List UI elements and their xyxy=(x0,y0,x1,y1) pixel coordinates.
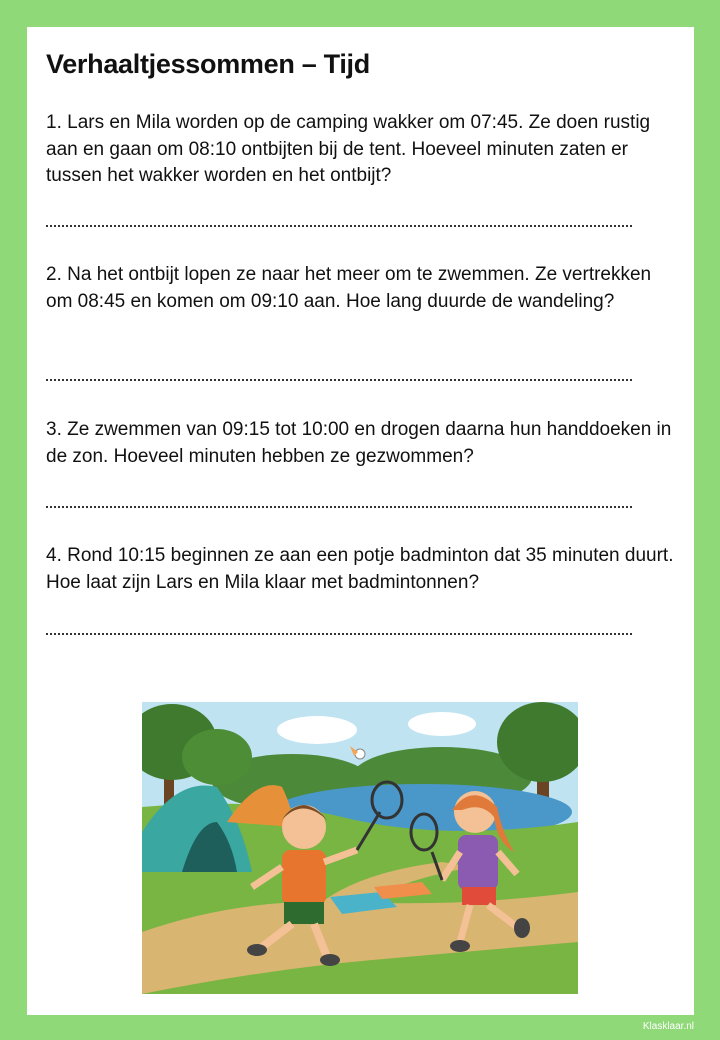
question-2: 2. Na het ontbijt lopen ze naar het meer om te zwemmen. Ze vertrekken om 08:45 en komen om 09:10 aan. Hoe lang duurde de wandeling? xyxy=(46,264,652,312)
footer-brand: Klasklaar.nl xyxy=(642,1021,694,1032)
answer-line-4[interactable] xyxy=(46,633,632,635)
answer-line-1[interactable] xyxy=(46,225,632,227)
question-4: 4. Rond 10:15 beginnen ze aan een potje badminton dat 35 minuten duurt. Hoe laat zijn Lars en Mila klaar met badmintonnen? xyxy=(46,545,674,593)
worksheet-title: Verhaaltjessommen – Tijd xyxy=(46,49,370,79)
camping-badminton-illustration xyxy=(142,702,578,994)
answer-line-2[interactable] xyxy=(46,379,632,381)
answer-line-3[interactable] xyxy=(46,506,632,508)
question-3: 3. Ze zwemmen van 09:15 tot 10:00 en drogen daarna hun handdoeken in de zon. Hoeveel minuten hebben ze gezwommen? xyxy=(46,419,672,467)
worksheet xyxy=(27,27,694,1015)
question-1: 1. Lars en Mila worden op de camping wakker om 07:45. Ze doen rustig aan en gaan om 08:10 ontbijten bij de tent. Hoeveel minuten zaten er tussen het wakker worden en het ontbijt? xyxy=(46,112,651,186)
